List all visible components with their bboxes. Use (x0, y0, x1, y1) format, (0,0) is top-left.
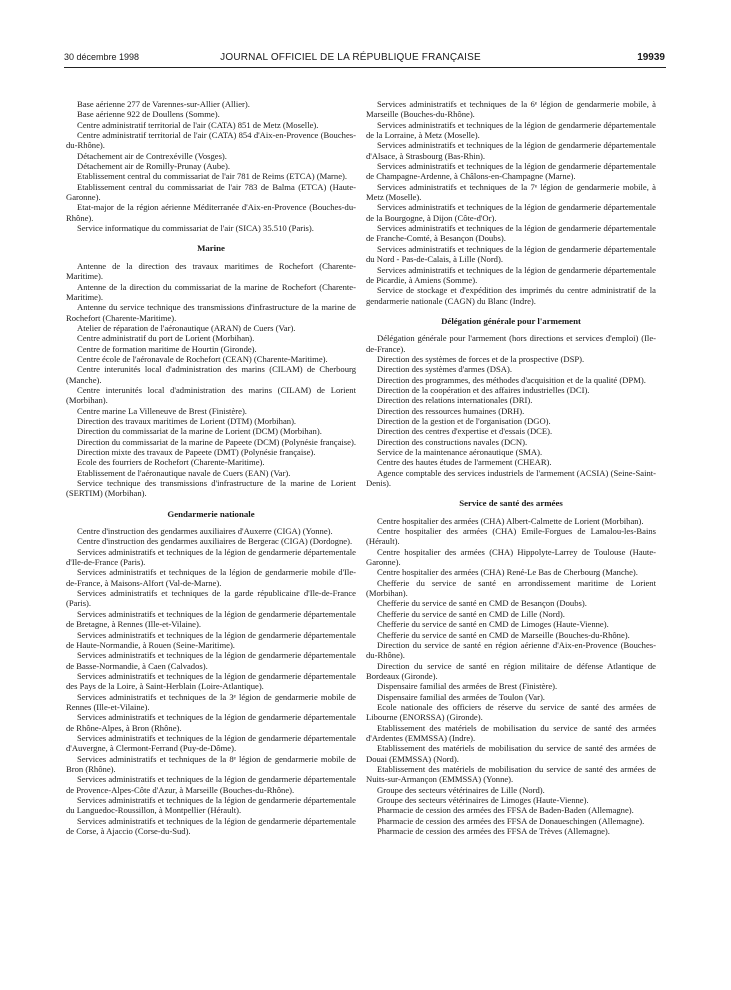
list-entry: Pharmacie de cession des armées des FFSA de Baden-Baden (Allemagne). (377, 805, 634, 816)
list-entry: Chefferie du service de santé en CMD de Limoges (Haute-Vienne). (377, 619, 609, 630)
list-entry: Antenne de la direction des travaux maritimes de Rochefort (Charente-Maritime). (66, 260, 356, 282)
section-heading-sante: Service de santé des armées (459, 498, 563, 509)
list-entry: Services administratifs et techniques de la légion de gendarmerie mobile d'Ile-de-France, à Maisons-Alfort (Val-de-Marne). (66, 567, 356, 588)
list-entry: Ecole des fourriers de Rochefort (Charente-Maritime). (77, 457, 265, 468)
section-heading-dga: Délégation générale pour l'armement (441, 315, 581, 326)
list-entry: Centre interunités local d'administration des marins (CILAM) de Cherbourg (Manche). (66, 364, 356, 385)
list-entry: Centre d'instruction des gendarmes auxiliaires d'Auxerre (CIGA) (Yonne). (77, 526, 333, 537)
journal-title: JOURNAL OFFICIEL DE LA RÉPUBLIQUE FRANÇAISE (220, 52, 481, 63)
list-entry: Centre d'instruction des gendarmes auxiliaires de Bergerac (CIGA) (Dordogne). (77, 536, 353, 547)
page-number: 19939 (637, 52, 665, 63)
list-entry: Base aérienne 277 de Varennes-sur-Allier (Allier). (77, 99, 250, 109)
header-rule (64, 67, 666, 68)
list-entry: Centre école de l'aéronavale de Rochefort (CEAN) (Charente-Maritime). (77, 353, 328, 364)
list-entry: Service technique des transmissions d'infrastructure de la marine de Lorient (SERTIM) (Morbihan). (66, 478, 356, 499)
list-entry: Direction du commissariat de la marine de Papeete (DCM) (Polynésie française). (77, 436, 356, 447)
list-entry: Services administratifs et techniques de la légion de gendarmerie départementale des Pays de la Loire, à Saint-Herblain (Loire-Atlantique). (66, 670, 356, 692)
list-entry: Direction du service de santé en région aérienne d'Aix-en-Provence (Bouches-du-Rhône). (366, 639, 656, 661)
list-entry: Détachement air de Contrexéville (Vosges). (77, 150, 227, 161)
list-entry: Services administratifs et techniques de la légion de gendarmerie départementale d'Auvergne, à Clermont-Ferrand (Puy-de-Dôme). (66, 732, 356, 754)
list-entry: Délégation générale pour l'armement (hors directions et services d'emploi) (Ile-de-France). (366, 333, 656, 354)
right-intro-list (366, 99, 656, 306)
gendarmerie-list (66, 526, 356, 836)
list-entry: Chefferie du service de santé en arrondissement maritime de Lorient (Morbihan). (366, 577, 656, 599)
list-entry: Etat-major de la région aérienne Méditerranée d'Aix-en-Provence (Bouches-du-Rhône). (66, 202, 356, 223)
list-entry: Services administratifs et techniques de la 6ᵉ légion de gendarmerie mobile, à Marseille (Bouches-du-Rhône). (366, 99, 656, 120)
list-entry: Direction des centres d'expertise et d'essais (DCE). (377, 426, 553, 437)
list-entry: Chefferie du service de santé en CMD de Lille (Nord). (377, 608, 565, 619)
list-entry: Direction mixte des travaux de Papeete (DMT) (Polynésie française). (77, 447, 316, 457)
list-entry: Centre administratif territorial de l'air (CATA) 854 d'Aix-en-Provence (Bouches-du-Rhône). (66, 130, 356, 151)
list-entry: Centre hospitalier des armées (CHA) Hippolyte-Larrey de Toulouse (Haute-Garonne). (366, 546, 656, 568)
list-entry: Etablissement des matériels de mobilisation du service de santé des armées d'Ardentes (EMMSSA) (Indre). (366, 722, 656, 743)
list-entry: Services administratifs et techniques de la légion de gendarmerie départementale de Champagne-Ardenne, à Châlons-en-Champagne (Marne). (366, 161, 656, 182)
list-entry: Services administratifs et techniques de la légion de gendarmerie départementale de Rhône-Alpes, à Bron (Rhône). (66, 712, 356, 733)
list-entry: Direction des relations internationales (DRI). (377, 395, 533, 406)
marine-list (66, 261, 356, 499)
list-entry: Centre administratif du port de Lorient (Morbihan). (77, 333, 255, 344)
list-entry: Ecole nationale des officiers de réserve du service de santé des armées de Libourne (ENORSSA) (Gironde). (366, 701, 656, 723)
list-entry: Chefferie du service de santé en CMD de Besançon (Doubs). (377, 598, 587, 609)
list-entry: Base aérienne 922 de Doullens (Somme). (77, 109, 220, 120)
section-heading-marine: Marine (197, 243, 225, 254)
left-column (66, 99, 356, 836)
list-entry: Services administratifs et techniques de la légion de gendarmerie départementale de Provence-Alpes-Côte d'Azur, à Marseille (Bouches-du-Rhône). (66, 774, 356, 795)
section-heading-gendarmerie: Gendarmerie nationale (167, 508, 255, 519)
list-entry: Services administratifs et techniques de la légion de gendarmerie départementale de Haute-Normandie, à Rouen (Seine-Maritime). (66, 629, 356, 650)
list-entry: Direction des ressources humaines (DRH). (377, 405, 525, 416)
list-entry: Direction des constructions navales (DCN). (377, 436, 528, 447)
list-entry: Service informatique du commissariat de l'air (SICA) 35.510 (Paris). (77, 223, 314, 234)
list-entry: Direction du service de santé en région militaire de défense Atlantique de Bordeaux (Gironde). (366, 660, 656, 681)
list-entry: Services administratifs et techniques de la garde républicaine d'Ile-de-France (Paris). (66, 588, 356, 609)
list-entry: Services administratifs et techniques de la légion de gendarmerie départementale de Corse, à Ajaccio (Corse-du-Sud). (66, 815, 356, 837)
list-entry: Agence comptable des services industriels de l'armement (ACSIA) (Seine-Saint-Denis). (366, 467, 656, 489)
list-entry: Centre interunités local d'administration des marins (CILAM) de Lorient (Morbihan). (66, 384, 356, 406)
list-entry: Services administratifs et techniques de la légion de gendarmerie départementale d'Alsace, à Strasbourg (Bas-Rhin). (366, 140, 656, 161)
list-entry: Services administratifs et techniques de la légion de gendarmerie départementale de Basse-Normandie, à Caen (Calvados). (66, 650, 356, 671)
right-column (366, 99, 656, 836)
list-entry: Détachement air de Romilly-Prunay (Aube). (77, 161, 230, 172)
list-entry: Services administratifs et techniques de la légion de gendarmerie départementale d'Ile-de-France (Paris). (66, 546, 356, 568)
list-entry: Services administratifs et techniques de la 3ᵉ légion de gendarmerie mobile de Rennes (Ille-et-Vilaine). (66, 691, 356, 712)
list-entry: Etablissement central du commissariat de l'air 783 de Balma (ETCA) (Haute-Garonne). (66, 181, 356, 203)
list-entry: Chefferie du service de santé en CMD de Marseille (Bouches-du-Rhône). (377, 629, 630, 640)
dga-list (366, 333, 656, 488)
list-entry: Services administratifs et techniques de la légion de gendarmerie départementale de Bretagne, à Rennes (Ille-et-Vilaine). (66, 608, 356, 630)
list-entry: Antenne du service technique des transmissions d'infrastructure de la marine de Rochefort (Charente-Maritime). (66, 302, 356, 323)
list-entry: Dispensaire familial des armées de Toulon (Var). (377, 691, 545, 702)
list-entry: Direction des travaux maritimes de Lorient (DTM) (Morbihan). (77, 415, 297, 426)
list-entry: Centre hospitalier des armées (CHA) René-Le Bas de Cherbourg (Manche). (377, 567, 638, 578)
page-header (64, 52, 665, 66)
list-entry: Services administratifs et techniques de la légion de gendarmerie départementale de la Lorraine, à Metz (Moselle). (366, 119, 656, 141)
list-entry: Etablissement central du commissariat de l'air 781 de Reims (ETCA) (Marne). (77, 171, 348, 182)
list-entry: Centre de formation maritime de Hourtin (Gironde). (77, 343, 257, 354)
list-entry: Services administratifs et techniques de la 7ᵉ légion de gendarmerie mobile, à Metz (Moselle). (366, 181, 656, 203)
list-entry: Service de stockage et d'expédition des imprimés du centre administratif de la gendarmerie nationale (CAGN) du Blanc (Indre). (366, 285, 656, 306)
list-entry: Services administratifs et techniques de la légion de gendarmerie départementale de Picardie, à Amiens (Somme). (366, 264, 656, 285)
list-entry: Groupe des secteurs vétérinaires de Lille (Nord). (377, 784, 545, 795)
list-entry: Atelier de réparation de l'aéronautique (ARAN) de Cuers (Var). (77, 322, 296, 333)
list-entry: Groupe des secteurs vétérinaires de Limoges (Haute-Vienne). (377, 795, 589, 805)
list-entry: Direction de la gestion et de l'organisation (DGO). (377, 415, 551, 426)
list-entry: Etablissement des matériels de mobilisation du service de santé des armées de Nuits-sur-Armançon (EMMSSA) (Yonne). (366, 763, 656, 785)
list-entry: Centre administratif territorial de l'air (CATA) 851 de Metz (Moselle). (77, 119, 319, 130)
list-entry: Centre hospitalier des armées (CHA) Emile-Forgues de Lamalou-les-Bains (Hérault). (366, 526, 656, 547)
list-entry: Pharmacie de cession des armées des FFSA de Donaueschingen (Allemagne). (377, 815, 645, 826)
sante-list (366, 516, 656, 837)
list-entry: Pharmacie de cession des armées des FFSA de Trèves (Allemagne). (377, 826, 610, 837)
list-entry: Centre marine La Villeneuve de Brest (Finistère). (77, 405, 247, 416)
header-date: 30 décembre 1998 (64, 52, 140, 62)
list-entry: Etablissement de l'aéronautique navale de Cuers (EAN) (Var). (77, 467, 291, 478)
list-entry: Direction des systèmes d'armes (DSA). (377, 364, 512, 375)
list-entry: Services administratifs et techniques de la légion de gendarmerie départementale du Nord - Pas-de-Calais, à Lille (Nord). (366, 243, 656, 265)
list-entry: Direction du commissariat de la marine de Lorient (DCM) (Morbihan). (77, 426, 322, 437)
list-entry: Services administratifs et techniques de la légion de gendarmerie départementale de Franche-Comté, à Besançon (Doubs). (366, 223, 656, 244)
list-entry: Centre des hautes études de l'armement (CHEAR). (377, 457, 552, 468)
list-entry: Service de la maintenance aéronautique (SMA). (377, 447, 543, 457)
left-intro-list (66, 99, 356, 233)
list-entry: Services administratifs et techniques de la 8ᵉ légion de gendarmerie mobile de Bron (Rhône). (66, 753, 356, 774)
list-entry: Services administratifs et techniques de la légion de gendarmerie départementale du Languedoc-Roussillon, à Montpellier (Hérault). (66, 795, 356, 816)
list-entry: Direction des systèmes de forces et de la prospective (DSP). (377, 353, 585, 364)
list-entry: Direction de la coopération et des affaires industrielles (DCI). (377, 384, 590, 395)
list-entry: Dispensaire familial des armées de Brest (Finistère). (377, 681, 558, 692)
list-entry: Etablissement des matériels de mobilisation du service de santé des armées de Douai (EMMSSA) (Nord). (366, 743, 656, 764)
list-entry: Centre hospitalier des armées (CHA) Albert-Calmette de Lorient (Morbihan). (377, 515, 644, 526)
list-entry: Services administratifs et techniques de la légion de gendarmerie départementale de la Bourgogne, à Dijon (Côte-d'Or). (366, 202, 656, 223)
list-entry: Direction des programmes, des méthodes d'acquisition et de la qualité (DPM). (377, 374, 646, 385)
list-entry: Antenne de la direction du commissariat de la marine de Rochefort (Charente-Maritime). (66, 281, 356, 302)
